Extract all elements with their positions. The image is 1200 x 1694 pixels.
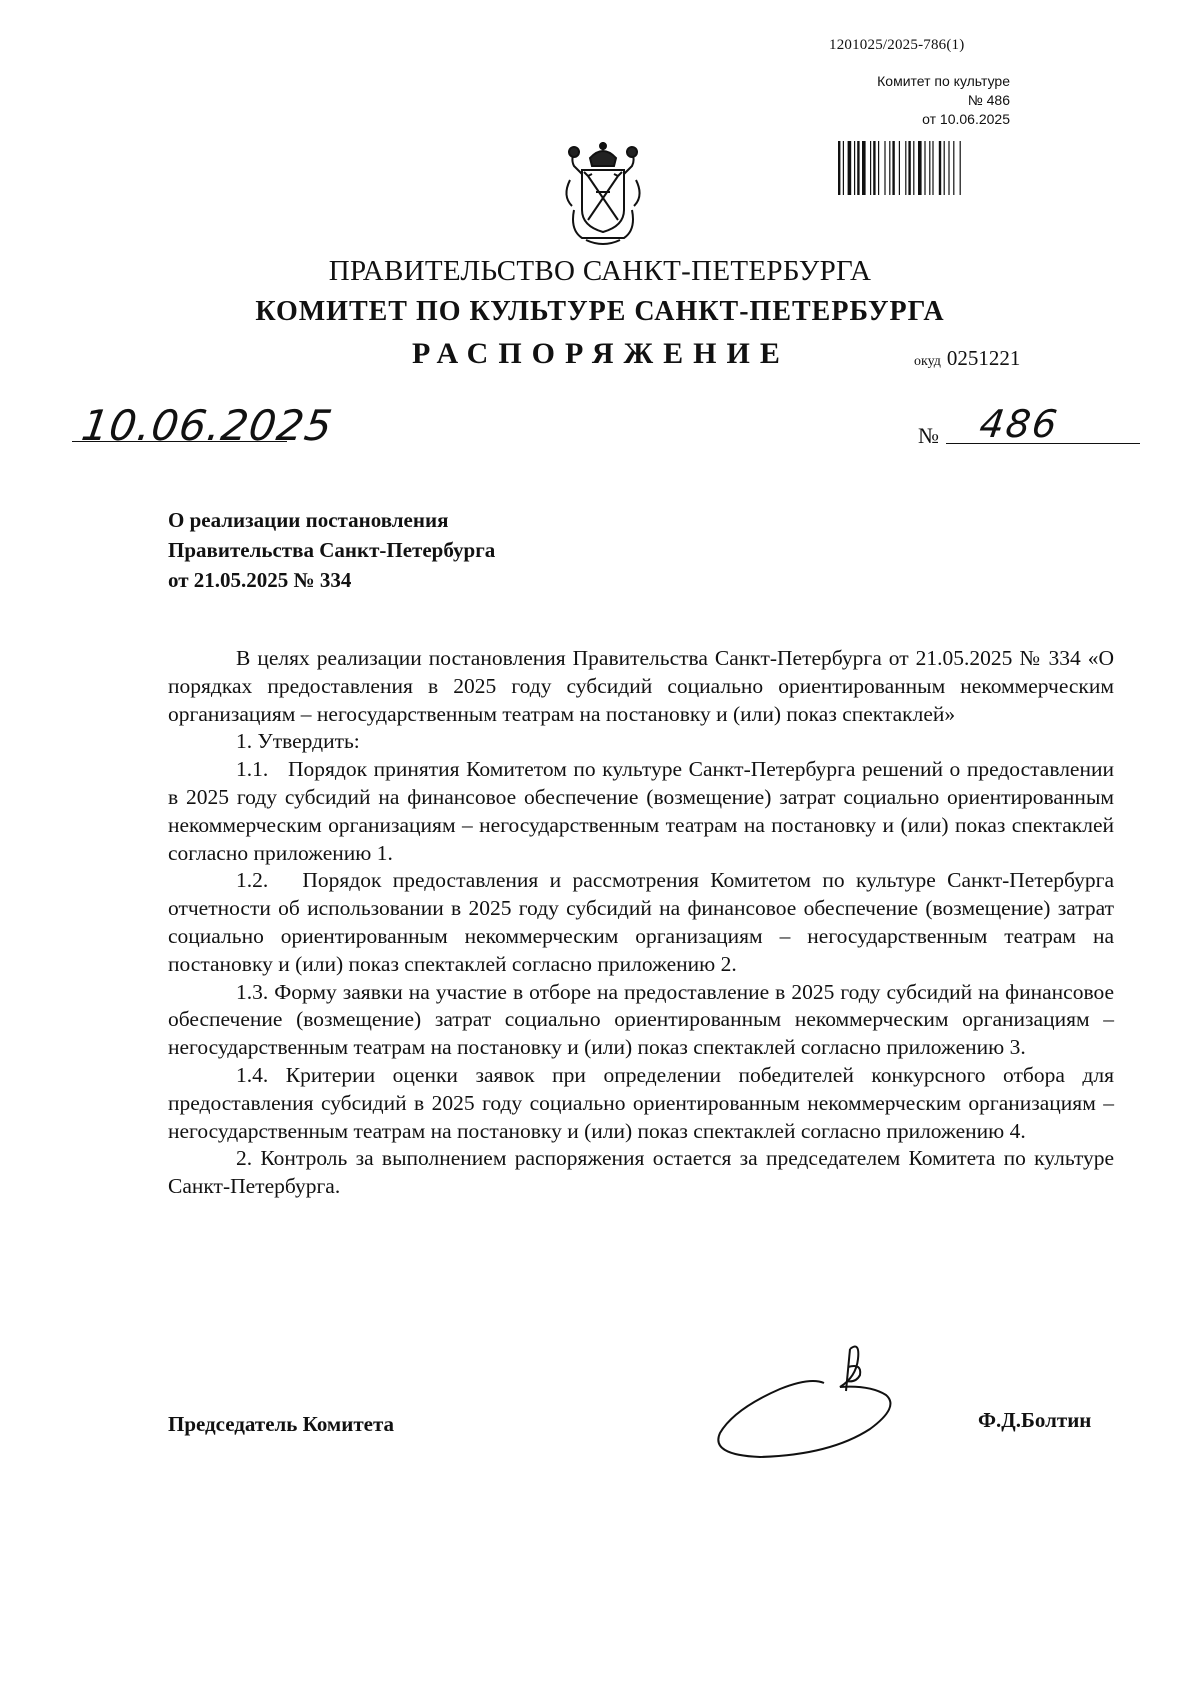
barcode-bar <box>932 141 933 195</box>
barcode-bar <box>892 141 894 195</box>
item-1-1: 1.1. Порядок принятия Комитетом по культуре Санкт-Петербурга решений о предоставлении в 2025 году субсидий на финансовое обеспечение (возмещение) затрат социально ориентированным некоммерческим организациям – негосударственным театрам на постановку и (или) показ спектаклей согласно приложению 1. <box>168 757 1114 865</box>
saint-petersburg-coat-of-arms-icon <box>552 140 654 248</box>
barcode-bar <box>944 141 945 195</box>
barcode-bar <box>939 141 941 195</box>
barcode-bar <box>854 141 855 195</box>
subject-line: Правительства Санкт-Петербурга <box>168 538 496 562</box>
item-1-2: 1.2. Порядок предоставления и рассмотрения Комитетом по культуре Санкт-Петербурга отчетности об использовании в 2025 году субсидий на финансовое обеспечение (возмещение) затрат социально ориентированным некоммерческим организациям – негосударственным театрам на постановку и (или) показ спектаклей согласно приложению 2. <box>168 868 1114 976</box>
okud-label: окуд <box>914 354 941 369</box>
barcode-bar <box>878 141 879 195</box>
barcode-bar <box>948 141 949 195</box>
barcode-bar <box>848 141 852 195</box>
barcode-bar <box>953 141 954 195</box>
barcode-bar <box>960 141 961 195</box>
document-body <box>168 645 1114 1201</box>
issue-number: 486 <box>976 402 1062 446</box>
stamp-number: № 486 <box>967 92 1010 108</box>
barcode-bar <box>838 141 840 195</box>
barcode-bar <box>913 141 914 195</box>
barcode-icon <box>838 141 1000 195</box>
barcode-bar <box>929 141 930 195</box>
item-1-4: 1.4. Критерии оценки заявок при определении победителей конкурсного отбора для предоставления субсидий в 2025 году социально ориентированным некоммерческим организациям – негосударственным театрам на постановку и (или) показ спектаклей согласно приложению 4. <box>168 1062 1114 1143</box>
signatory-name: Ф.Д.Болтин <box>978 1408 1092 1432</box>
registration-stamp <box>800 72 1010 129</box>
item-2: 2. Контроль за выполнением распоряжения остается за председателем Комитета по культуре Санкт-Петербурга. <box>168 1146 1114 1199</box>
barcode-bar <box>884 141 885 195</box>
item-1-3: 1.3. Форму заявки на участие в отборе на предоставление в 2025 году субсидий на финансовое обеспечение (возмещение) затрат социально ориентированным некоммерческим организациям – негосударственным театрам на постановку и (или) показ спектаклей согласно приложению 3. <box>168 979 1114 1060</box>
barcode-bar <box>905 141 906 195</box>
document-type: РАСПОРЯЖЕНИЕ <box>412 337 790 370</box>
barcode-bar <box>899 141 900 195</box>
document-subject <box>168 505 495 595</box>
stamp-committee: Комитет по культуре <box>877 73 1010 89</box>
committee-title: КОМИТЕТ ПО КУЛЬТУРЕ САНКТ-ПЕТЕРБУРГА <box>255 296 945 327</box>
date-underline <box>72 441 287 442</box>
barcode-bar <box>918 141 922 195</box>
barcode-bar <box>843 141 844 195</box>
barcode-bar <box>870 141 871 195</box>
stamp-date: от 10.06.2025 <box>922 111 1010 127</box>
barcode-bar <box>908 141 910 195</box>
barcode-bar <box>889 141 890 195</box>
barcode-bar <box>924 141 925 195</box>
number-underline <box>946 443 1140 444</box>
subject-line: О реализации постановления <box>168 508 449 532</box>
barcode-bar <box>873 141 875 195</box>
item-1: 1. Утвердить: <box>236 729 360 754</box>
okud-value: 0251221 <box>946 346 1021 370</box>
government-title: ПРАВИТЕЛЬСТВО САНКТ-ПЕТЕРБУРГА <box>328 255 872 287</box>
preamble-paragraph: В целях реализации постановления Правительства Санкт-Петербурга от 21.05.2025 № 334 «О порядках предоставления в 2025 году субсидий социально ориентированным некоммерческим организациям – негосударственным театрам на постановку и (или) показ спектаклей» <box>168 646 1114 726</box>
barcode-bar <box>857 141 859 195</box>
signatory-position: Председатель Комитета <box>168 1412 395 1436</box>
okud-code <box>914 346 1020 371</box>
handwritten-signature <box>700 1337 920 1467</box>
subject-line: от 21.05.2025 № 334 <box>168 568 352 592</box>
registration-code: 1201025/2025-786(1) <box>829 37 965 53</box>
number-label: № <box>918 423 939 448</box>
issue-date: 10.06.2025 <box>78 401 336 450</box>
barcode-bar <box>862 141 866 195</box>
